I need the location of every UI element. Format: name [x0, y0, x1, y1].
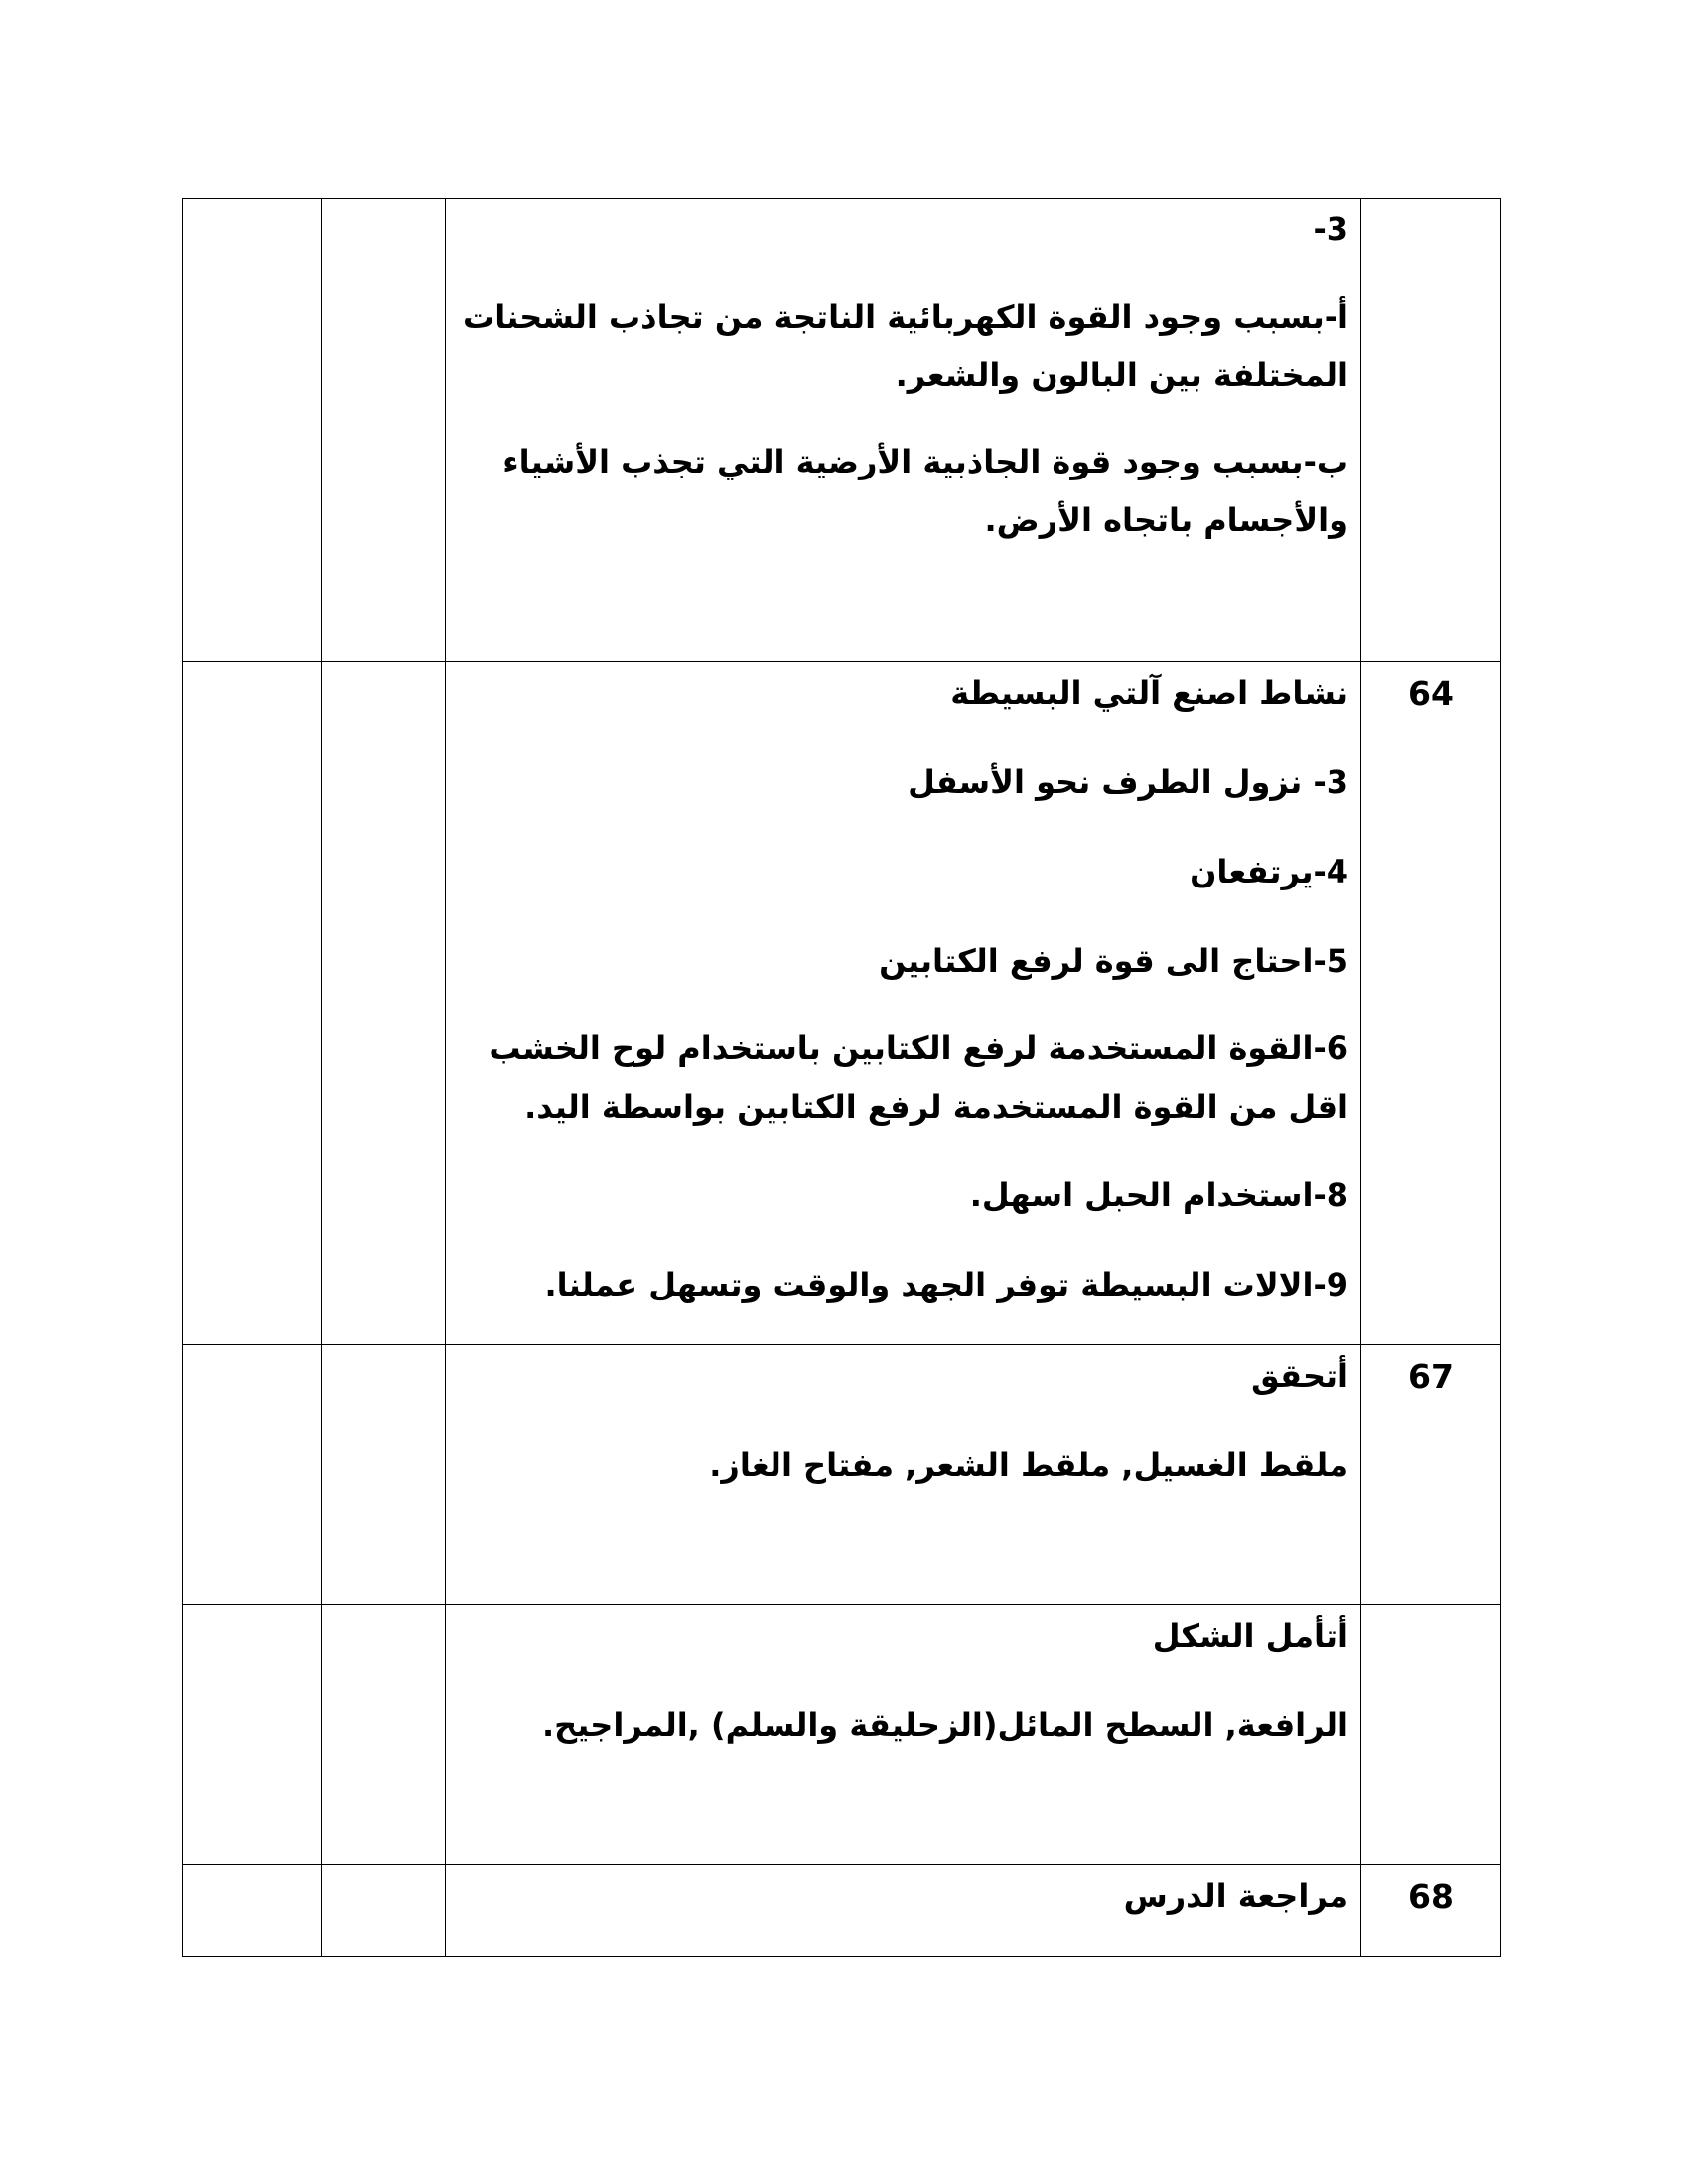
answer-line: 9-الالات البسيطة توفر الجهد والوقت وتسهل عملنا. [544, 1266, 1348, 1303]
answer-line: 4-يرتفعان [1190, 853, 1348, 890]
empty-cell [183, 1865, 322, 1957]
empty-cell [322, 1605, 446, 1865]
section-heading: أتحقق [1251, 1357, 1348, 1395]
page-number-cell [1361, 1605, 1501, 1865]
section-heading: أتأمل الشكل [1152, 1617, 1348, 1655]
table-row [183, 1345, 1501, 1605]
empty-cell [183, 1605, 322, 1865]
answer-line: 8-استخدام الحبل اسهل. [969, 1176, 1348, 1214]
empty-cell [183, 1345, 322, 1605]
answer-cell [446, 1605, 1361, 1865]
empty-cell [322, 1865, 446, 1957]
empty-cell [322, 1345, 446, 1605]
answer-line: 5-احتاج الى قوة لرفع الكتابين [879, 942, 1348, 980]
empty-cell [322, 199, 446, 662]
table-row [183, 1605, 1501, 1865]
table-row [183, 662, 1501, 1345]
answer-cell [446, 662, 1361, 1345]
page-number-cell: 68 [1361, 1865, 1501, 1957]
empty-cell [183, 662, 322, 1345]
section-heading: نشاط اصنع آلتي البسيطة [950, 674, 1348, 712]
answer-table [182, 198, 1501, 1957]
page-number-cell: 64 [1361, 662, 1501, 1345]
table-row [183, 199, 1501, 662]
answer-cell [446, 199, 1361, 662]
answer-line: ملقط الغسيل, ملقط الشعر, مفتاح الغاز. [709, 1446, 1348, 1484]
table-row [183, 1865, 1501, 1957]
answer-line: ب-بسبب وجود قوة الجاذبية الأرضية التي تجذب الأشياء والأجسام باتجاه الأرض. [502, 443, 1348, 539]
answer-line: 3- نزول الطرف نحو الأسفل [908, 763, 1348, 801]
empty-cell [322, 662, 446, 1345]
answer-line: أ-بسبب وجود القوة الكهربائية الناتجة من تجاذب الشحنات المختلفة بين البالون والشعر. [463, 298, 1348, 394]
answer-line: 6-القوة المستخدمة لرفع الكتابين باستخدام لوح الخشب اقل من القوة المستخدمة لرفع الكتابين بواسطة اليد. [489, 1029, 1348, 1126]
answer-line: الرافعة, السطح المائل(الزحليقة والسلم) ,المراجيح. [542, 1706, 1348, 1744]
page-number-cell: 67 [1361, 1345, 1501, 1605]
question-number: 3- [1313, 210, 1348, 248]
page-number-cell [1361, 199, 1501, 662]
empty-cell [183, 199, 322, 662]
section-heading: مراجعة الدرس [1123, 1877, 1348, 1915]
answer-cell [446, 1345, 1361, 1605]
answer-cell [446, 1865, 1361, 1957]
